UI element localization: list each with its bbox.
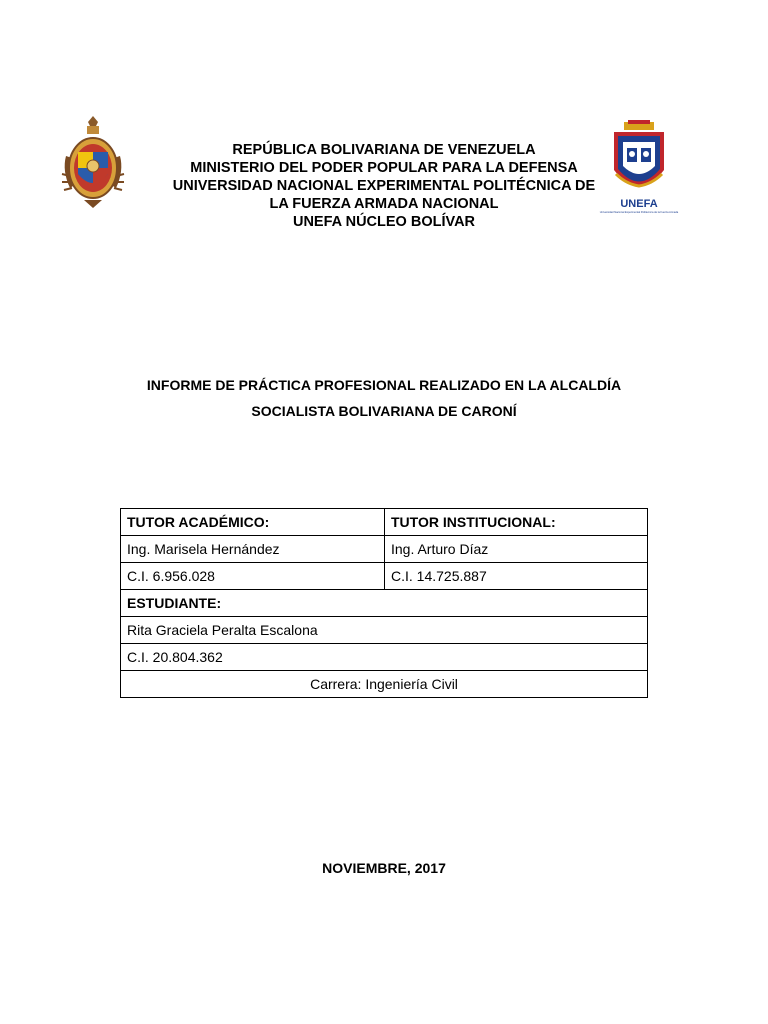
- tutor-academico-ci: C.I. 6.956.028: [121, 563, 385, 590]
- header-line-4: LA FUERZA ARMADA NACIONAL: [269, 196, 499, 212]
- estudiante-label: ESTUDIANTE:: [121, 590, 648, 617]
- carrera: Carrera: Ingeniería Civil: [121, 671, 648, 698]
- estudiante-name: Rita Graciela Peralta Escalona: [121, 617, 648, 644]
- header-line-5: UNEFA NÚCLEO BOLÍVAR: [292, 214, 476, 230]
- coat-of-arms-icon: [60, 116, 126, 210]
- unefa-shield-icon: [599, 120, 679, 216]
- table-row: [121, 644, 648, 671]
- report-title-line-2: SOCIALISTA BOLIVARIANA DE CARONÍ: [251, 403, 517, 419]
- institution-header: [140, 141, 628, 231]
- report-title-line-1: INFORME DE PRÁCTICA PROFESIONAL REALIZADO EN LA ALCALDÍA: [146, 377, 622, 393]
- tutor-institucional-ci: C.I. 14.725.887: [385, 563, 648, 590]
- table-row: [121, 536, 648, 563]
- header-line-2: MINISTERIO DEL PODER POPULAR PARA LA DEFENSA: [190, 160, 578, 176]
- unefa-wordmark: UNEFA: [620, 198, 658, 210]
- table-row: [121, 590, 648, 617]
- estudiante-ci: C.I. 20.804.362: [121, 644, 648, 671]
- report-title: [100, 372, 668, 424]
- table-row: [121, 509, 648, 536]
- header-line-3: UNIVERSIDAD NACIONAL EXPERIMENTAL POLITÉCNICA DE: [172, 178, 596, 194]
- tutor-institucional-label: TUTOR INSTITUCIONAL:: [385, 509, 648, 536]
- tutor-institucional-name: Ing. Arturo Díaz: [385, 536, 648, 563]
- tutor-academico-label: TUTOR ACADÉMICO:: [121, 509, 385, 536]
- header-line-1: REPÚBLICA BOLIVARIANA DE VENEZUELA: [232, 142, 536, 158]
- report-date: NOVIEMBRE, 2017: [322, 860, 446, 876]
- tutor-student-table: [120, 508, 648, 698]
- unefa-caption: Universidad Nacional Experimental Politécnica de la Fuerza Armada: [599, 211, 679, 214]
- tutor-academico-name: Ing. Marisela Hernández: [121, 536, 385, 563]
- table-row: [121, 671, 648, 698]
- table-row: [121, 617, 648, 644]
- table-row: [121, 563, 648, 590]
